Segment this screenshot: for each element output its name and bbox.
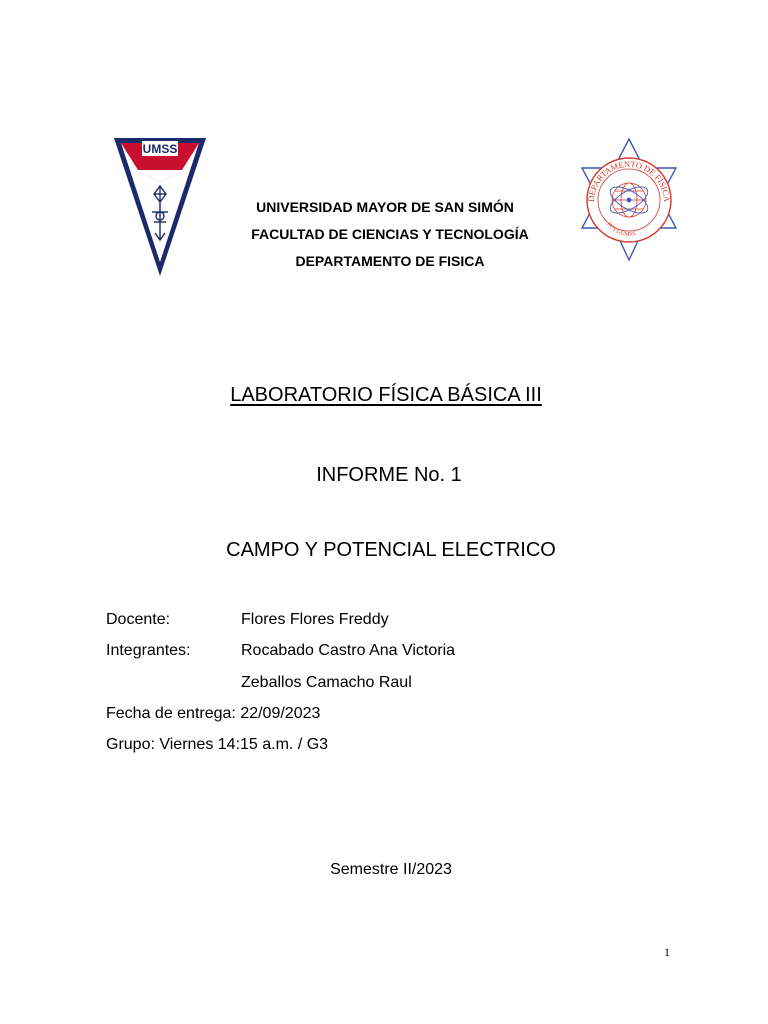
- group-info: Grupo: Viernes 14:15 a.m. / G3: [106, 736, 329, 753]
- umss-logo-text: UMSS: [142, 142, 178, 156]
- submission-date: Fecha de entrega: 22/09/2023: [106, 705, 321, 722]
- report-number: INFORME No. 1: [316, 464, 462, 486]
- docente-label: Docente:: [106, 611, 171, 628]
- integrante-name: Rocabado Castro Ana Victoria: [241, 642, 456, 659]
- report-topic: CAMPO Y POTENCIAL ELECTRICO: [226, 539, 556, 561]
- faculty-name: FACULTAD DE CIENCIAS Y TECNOLOGÍA: [251, 226, 529, 242]
- seal-ring-text: DEPARTAMENTO DE FÍSICA: [585, 158, 673, 203]
- docente-name: Flores Flores Freddy: [241, 611, 389, 628]
- lab-title: [2, 384, 768, 407]
- page-number: 1: [664, 945, 670, 959]
- seal-bottom-text: FCYT-UMSS: [605, 221, 637, 239]
- integrantes-label: Integrantes:: [106, 642, 191, 659]
- university-name: UNIVERSIDAD MAYOR DE SAN SIMÓN: [256, 199, 514, 215]
- department-name: DEPARTAMENTO DE FISICA: [295, 253, 485, 269]
- integrante-name: Zeballos Camacho Raul: [241, 674, 412, 691]
- lab-title-text: LABORATORIO FÍSICA BÁSICA III: [230, 384, 542, 406]
- semester: Semestre II/2023: [330, 861, 452, 878]
